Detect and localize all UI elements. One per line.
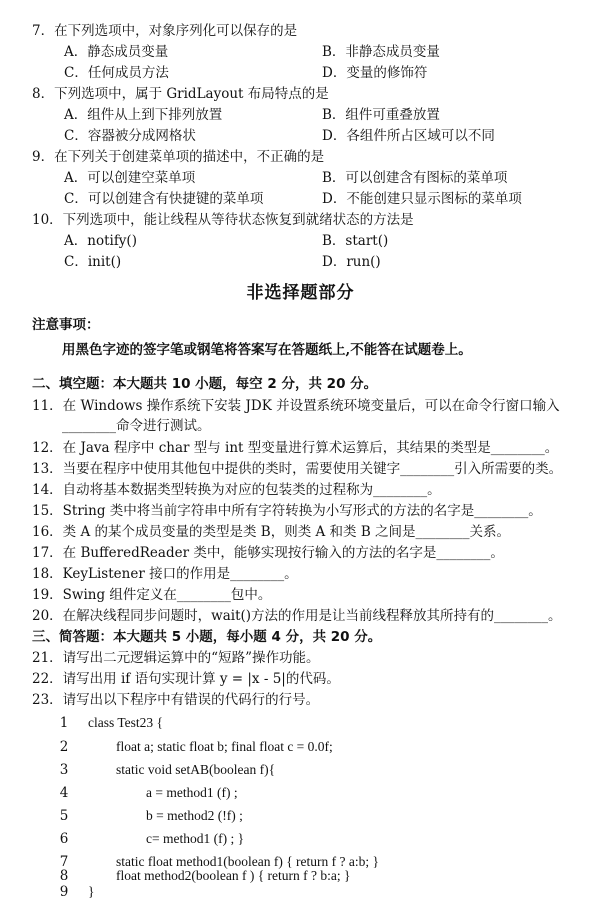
short-answer-heading: 三、简答题：本大题共 5 小题，每小题 4 分，共 20 分。 xyxy=(32,629,382,645)
question-8-stem: 8．下列选项中，属于 GridLayout 布局特点的是 xyxy=(32,86,329,102)
code-line-number: 5 xyxy=(59,808,69,824)
question-23: 23．请写出以下程序中有错误的代码行的行号。 xyxy=(32,692,320,708)
code-line: } xyxy=(88,884,95,899)
question-18: 18．KeyListener 接口的作用是________。 xyxy=(32,566,298,582)
question-7-option-c: C．任何成员方法 xyxy=(64,65,169,81)
question-9-option-c: C．可以创建含有快捷键的菜单项 xyxy=(64,191,264,207)
code-line: b = method2 (!f) ; xyxy=(146,808,243,823)
code-line: float method2(boolean f ) { return f ? b:a; } xyxy=(116,868,351,883)
code-line-number: 4 xyxy=(59,785,69,801)
question-9-stem: 9．在下列关于创建菜单项的描述中，不正确的是 xyxy=(32,149,325,165)
question-7-stem: 7．在下列选项中，对象序列化可以保存的是 xyxy=(32,23,298,39)
code-line-number: 1 xyxy=(59,715,69,731)
code-line-number: 9 xyxy=(59,884,69,900)
section-title: 非选择题部分 xyxy=(246,283,355,303)
code-line: float a; static float b; final float c = 0.0f; xyxy=(116,739,333,754)
question-10-option-c: C．init() xyxy=(64,254,122,270)
question-11-line-1: 11．在 Windows 操作系统下安装 JDK 并设置系统环境变量后，可以在命令行窗口输入 xyxy=(32,398,560,414)
notice-title: 注意事项： xyxy=(32,317,100,333)
question-8-option-d: D．各组件所占区域可以不同 xyxy=(322,128,495,144)
question-10-stem: 10．下列选项中，能让线程从等待状态恢复到就绪状态的方法是 xyxy=(32,212,414,228)
question-8-option-c: C．容器被分成网格状 xyxy=(64,128,196,144)
code-line: class Test23 { xyxy=(88,715,164,730)
question-13: 13．当要在程序中使用其他包中提供的类时，需要使用关键字________引入所需要的类。 xyxy=(32,461,563,477)
question-9-option-d: D．不能创建只显示图标的菜单项 xyxy=(322,191,522,207)
question-7-option-d: D．变量的修饰符 xyxy=(322,65,428,81)
code-line: static float method1(boolean f) { return f ? a:b; } xyxy=(116,854,379,869)
question-8-option-b: B．组件可重叠放置 xyxy=(322,107,440,123)
question-16: 16．类 A 的某个成员变量的类型是类 B，则类 A 和类 B 之间是________关系。 xyxy=(32,524,511,540)
question-21: 21．请写出二元逻辑运算中的“短路”操作功能。 xyxy=(32,650,320,666)
code-line: static void setAB(boolean f){ xyxy=(116,762,276,777)
question-11-line-2: ________命令进行测试。 xyxy=(62,418,211,434)
code-line-number: 3 xyxy=(59,762,69,778)
code-line-number: 2 xyxy=(59,739,69,755)
question-20: 20．在解决线程同步问题时，wait()方法的作用是让当前线程释放其所持有的________。 xyxy=(32,608,562,624)
question-15: 15．String 类中将当前字符串中所有字符转换为小写形式的方法的名字是________。 xyxy=(32,503,542,519)
question-10-option-a: A．notify() xyxy=(64,233,137,249)
question-7-option-a: A．静态成员变量 xyxy=(64,44,169,60)
fill-in-heading: 二、填空题：本大题共 10 小题，每空 2 分，共 20 分。 xyxy=(32,376,378,392)
code-line-number: 7 xyxy=(59,854,69,870)
question-9-option-a: A．可以创建空菜单项 xyxy=(64,170,196,186)
question-17: 17．在 BufferedReader 类中，能够实现按行输入的方法的名字是________。 xyxy=(32,545,504,561)
question-7-option-b: B．非静态成员变量 xyxy=(322,44,440,60)
question-22: 22．请写出用 if 语句实现计算 y = |x - 5|的代码。 xyxy=(32,671,340,687)
question-9-option-b: B．可以创建含有图标的菜单项 xyxy=(322,170,508,186)
code-line: c= method1 (f) ; } xyxy=(146,831,245,846)
code-line-number: 6 xyxy=(59,831,69,847)
code-line: a = method1 (f) ; xyxy=(146,785,238,800)
question-14: 14．自动将基本数据类型转换为对应的包装类的过程称为________。 xyxy=(32,482,441,498)
question-19: 19．Swing 组件定义在________包中。 xyxy=(32,587,272,603)
notice-text: 用黑色字迹的签字笔或钢笔将答案写在答题纸上,不能答在试题卷上。 xyxy=(62,342,472,358)
question-8-option-a: A．组件从上到下排列放置 xyxy=(64,107,223,123)
question-10-option-d: D．run() xyxy=(322,254,381,270)
code-line-number: 8 xyxy=(59,868,69,884)
question-10-option-b: B．start() xyxy=(322,233,389,249)
question-12: 12．在 Java 程序中 char 型与 int 型变量进行算术运算后，其结果的类型是________。 xyxy=(32,440,559,456)
